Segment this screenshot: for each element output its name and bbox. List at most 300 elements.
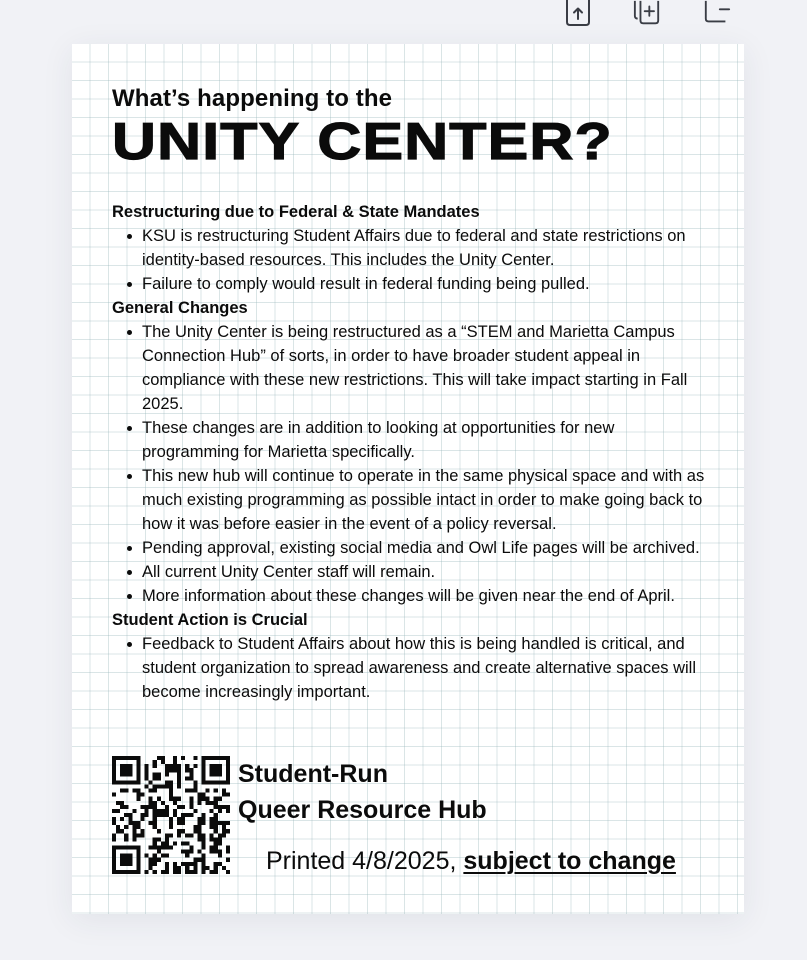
qr-module <box>214 825 218 829</box>
qr-module <box>136 821 140 825</box>
qr-module <box>153 854 157 858</box>
qr-module <box>226 829 230 833</box>
qr-module <box>153 841 157 845</box>
qr-module <box>165 764 169 768</box>
qr-module <box>185 776 189 780</box>
qr-module <box>153 801 157 805</box>
qr-module <box>165 784 169 788</box>
qr-module <box>112 821 116 825</box>
qr-module <box>189 772 193 776</box>
qr-module <box>197 858 201 862</box>
qr-module <box>149 866 153 870</box>
subject-to-change-link[interactable]: subject to change <box>463 847 676 875</box>
qr-module <box>202 866 206 870</box>
qr-module <box>177 870 181 874</box>
qr-module <box>193 862 197 866</box>
qr-module <box>193 825 197 829</box>
qr-module <box>132 780 136 784</box>
qr-module <box>128 764 132 768</box>
qr-module <box>169 793 173 797</box>
qr-module <box>226 793 230 797</box>
qr-module <box>202 837 206 841</box>
qr-module <box>153 772 157 776</box>
qr-module <box>153 805 157 809</box>
qr-module <box>153 760 157 764</box>
qr-module <box>120 772 124 776</box>
qr-module <box>226 821 230 825</box>
qr-module <box>169 846 173 850</box>
qr-module <box>214 841 218 845</box>
printed-date-notice <box>266 844 676 878</box>
qr-module <box>169 784 173 788</box>
qr-module <box>210 768 214 772</box>
qr-module <box>181 862 185 866</box>
qr-module <box>177 797 181 801</box>
qr-module <box>214 768 218 772</box>
qr-module <box>197 850 201 854</box>
qr-module <box>173 768 177 772</box>
qr-module <box>149 780 153 784</box>
qr-module <box>218 764 222 768</box>
qr-module <box>181 850 185 854</box>
qr-module <box>116 756 120 760</box>
qr-module <box>112 858 116 862</box>
qr-module <box>181 829 185 833</box>
qr-module <box>173 870 177 874</box>
qr-module <box>165 837 169 841</box>
qr-module <box>177 829 181 833</box>
qr-module <box>165 870 169 874</box>
qr-module <box>177 780 181 784</box>
qr-module <box>189 776 193 780</box>
qr-module <box>193 829 197 833</box>
qr-module <box>157 772 161 776</box>
bullet-list <box>112 224 712 296</box>
qr-module <box>169 821 173 825</box>
flyer-page <box>72 44 744 914</box>
qr-module <box>153 825 157 829</box>
qr-module <box>222 821 226 825</box>
qr-module <box>165 780 169 784</box>
qr-module <box>218 862 222 866</box>
qr-module <box>132 821 136 825</box>
qr-module <box>124 764 128 768</box>
qr-module <box>153 837 157 841</box>
qr-module <box>128 780 132 784</box>
qr-module <box>173 841 177 845</box>
qr-module <box>124 805 128 809</box>
qr-module <box>189 850 193 854</box>
bullet-item: All current Unity Center staff will remain. <box>142 560 712 584</box>
qr-module <box>132 870 136 874</box>
qr-module <box>189 797 193 801</box>
qr-module <box>124 813 128 817</box>
qr-module <box>222 866 226 870</box>
qr-module <box>210 821 214 825</box>
qr-module <box>210 780 214 784</box>
qr-module <box>214 797 218 801</box>
qr-module <box>112 756 116 760</box>
qr-module <box>140 817 144 821</box>
qr-module <box>193 764 197 768</box>
qr-module <box>136 756 140 760</box>
qr-module <box>153 813 157 817</box>
upload-icon[interactable] <box>564 0 592 26</box>
qr-module <box>149 862 153 866</box>
section-heading: Restructuring due to Federal & State Mandates <box>112 203 480 221</box>
qr-module <box>124 833 128 837</box>
qr-module <box>214 801 218 805</box>
qr-module <box>185 850 189 854</box>
qr-module <box>165 809 169 813</box>
duplicate-icon[interactable] <box>633 0 661 26</box>
qr-module <box>153 817 157 821</box>
qr-module <box>202 776 206 780</box>
qr-module <box>112 870 116 874</box>
qr-module <box>140 833 144 837</box>
qr-module <box>197 833 201 837</box>
qr-module <box>165 805 169 809</box>
qr-module <box>177 821 181 825</box>
flyer-content <box>112 84 712 704</box>
qr-module <box>161 809 165 813</box>
qr-module <box>218 756 222 760</box>
qr-module <box>153 764 157 768</box>
qr-module <box>120 805 124 809</box>
qr-module <box>177 817 181 821</box>
qr-module <box>153 776 157 780</box>
qr-module <box>136 760 140 764</box>
qr-module <box>214 772 218 776</box>
qr-module <box>161 784 165 788</box>
qr-module <box>226 768 230 772</box>
qr-module <box>161 801 165 805</box>
bullet-item: Pending approval, existing social media and Owl Life pages will be archived. <box>142 536 712 560</box>
qr-module <box>169 768 173 772</box>
title-line-2: UNITY CENTER? <box>112 113 613 171</box>
hub-name-line-2: Queer Resource Hub <box>238 796 487 824</box>
qr-module <box>177 764 181 768</box>
qr-module <box>177 805 181 809</box>
qr-module <box>145 776 149 780</box>
qr-module <box>120 780 124 784</box>
qr-module <box>185 813 189 817</box>
qr-module <box>222 833 226 837</box>
qr-module <box>218 797 222 801</box>
qr-module <box>116 829 120 833</box>
add-page-icon[interactable] <box>703 0 731 26</box>
qr-module <box>140 829 144 833</box>
qr-module <box>132 809 136 813</box>
qr-module <box>116 846 120 850</box>
qr-module <box>153 870 157 874</box>
qr-module <box>177 768 181 772</box>
qr-module <box>214 846 218 850</box>
qr-module <box>197 797 201 801</box>
qr-module <box>128 821 132 825</box>
qr-module <box>112 854 116 858</box>
qr-module <box>112 817 116 821</box>
qr-module <box>181 805 185 809</box>
qr-module <box>165 866 169 870</box>
qr-module <box>177 866 181 870</box>
qr-module <box>116 870 120 874</box>
qr-module <box>218 854 222 858</box>
qr-module <box>128 772 132 776</box>
qr-module <box>136 850 140 854</box>
title-line-1: What’s happening to the <box>112 85 393 112</box>
qr-module <box>181 841 185 845</box>
qr-module <box>157 756 161 760</box>
qr-module <box>210 817 214 821</box>
qr-module <box>153 846 157 850</box>
qr-module <box>218 850 222 854</box>
qr-module <box>120 846 124 850</box>
qr-module <box>214 850 218 854</box>
qr-module <box>193 756 197 760</box>
qr-module <box>181 817 185 821</box>
qr-module <box>202 854 206 858</box>
qr-module <box>169 780 173 784</box>
qr-module <box>112 776 116 780</box>
qr-module <box>185 866 189 870</box>
qr-module <box>116 809 120 813</box>
qr-module <box>173 809 177 813</box>
qr-module <box>206 797 210 801</box>
qr-module <box>124 756 128 760</box>
qr-module <box>210 756 214 760</box>
qr-module <box>226 776 230 780</box>
qr-module <box>132 837 136 841</box>
qr-module <box>165 768 169 772</box>
qr-module <box>206 866 210 870</box>
qr-module <box>149 821 153 825</box>
qr-module <box>222 793 226 797</box>
qr-module <box>165 833 169 837</box>
qr-module <box>120 854 124 858</box>
qr-module <box>161 854 165 858</box>
qr-module <box>140 805 144 809</box>
qr-module <box>128 817 132 821</box>
qr-module <box>112 866 116 870</box>
qr-module <box>136 825 140 829</box>
qr-module <box>165 862 169 866</box>
qr-module <box>185 833 189 837</box>
qr-module <box>193 866 197 870</box>
qr-module <box>218 833 222 837</box>
qr-module <box>202 768 206 772</box>
qr-module <box>120 817 124 821</box>
qr-module <box>140 793 144 797</box>
qr-module <box>210 870 214 874</box>
qr-module <box>197 793 201 797</box>
qr-module <box>214 764 218 768</box>
qr-module <box>112 850 116 854</box>
bullet-item: Failure to comply would result in federal funding being pulled. <box>142 272 712 296</box>
qr-module <box>149 797 153 801</box>
qr-module <box>128 768 132 772</box>
qr-module <box>120 862 124 866</box>
qr-module <box>157 858 161 862</box>
qr-module <box>116 780 120 784</box>
qr-module <box>120 756 124 760</box>
qr-module <box>210 764 214 768</box>
qr-module <box>202 797 206 801</box>
qr-module <box>185 768 189 772</box>
qr-module <box>202 817 206 821</box>
qr-module <box>161 870 165 874</box>
qr-module <box>222 789 226 793</box>
bullet-list <box>112 320 712 608</box>
qr-module <box>124 870 128 874</box>
qr-module <box>136 797 140 801</box>
qr-module <box>193 789 197 793</box>
qr-module <box>145 805 149 809</box>
qr-module <box>197 821 201 825</box>
qr-module <box>157 837 161 841</box>
qr-module <box>165 841 169 845</box>
qr-module <box>136 858 140 862</box>
qr-module <box>226 846 230 850</box>
qr-module <box>145 764 149 768</box>
qr-module <box>189 862 193 866</box>
qr-module <box>189 768 193 772</box>
qr-module <box>189 870 193 874</box>
qr-module <box>189 813 193 817</box>
qr-module <box>185 870 189 874</box>
qr-module <box>218 772 222 776</box>
printed-date: Printed 4/8/2025, <box>266 847 464 875</box>
qr-module <box>222 756 226 760</box>
bullet-item: This new hub will continue to operate in the same physical space and with as much existing programming as possible intact in order to make going back to how it was before easier in the event of a policy reversal. <box>142 464 712 536</box>
qr-module <box>136 854 140 858</box>
qr-module <box>173 801 177 805</box>
qr-module <box>214 813 218 817</box>
qr-module <box>202 862 206 866</box>
qr-module <box>157 846 161 850</box>
qr-module <box>185 764 189 768</box>
qr-module <box>153 809 157 813</box>
qr-module <box>124 780 128 784</box>
qr-module <box>197 829 201 833</box>
qr-module <box>165 772 169 776</box>
sections <box>112 200 712 704</box>
qr-module <box>112 780 116 784</box>
qr-module <box>210 809 214 813</box>
qr-module <box>206 801 210 805</box>
qr-module <box>193 870 197 874</box>
section-heading: Student Action is Crucial <box>112 611 308 629</box>
qr-module <box>145 870 149 874</box>
qr-module <box>210 825 214 829</box>
qr-module <box>226 772 230 776</box>
qr-module <box>202 813 206 817</box>
qr-module <box>120 801 124 805</box>
qr-module <box>202 764 206 768</box>
qr-module <box>222 829 226 833</box>
qr-module <box>226 780 230 784</box>
qr-module <box>177 833 181 837</box>
qr-module <box>185 854 189 858</box>
qr-module <box>157 809 161 813</box>
qr-module <box>173 760 177 764</box>
bullet-list <box>112 632 712 704</box>
qr-module <box>128 756 132 760</box>
qr-module <box>157 813 161 817</box>
qr-module <box>214 756 218 760</box>
qr-module <box>124 789 128 793</box>
qr-module <box>124 846 128 850</box>
qr-module <box>185 789 189 793</box>
qr-module <box>214 780 218 784</box>
qr-module <box>202 756 206 760</box>
qr-module <box>169 764 173 768</box>
qr-module <box>165 813 169 817</box>
bullet-item: Feedback to Student Affairs about how this is being handled is critical, and student organization to spread awareness and create alternative spaces will become increasingly important. <box>142 632 712 704</box>
qr-module <box>173 866 177 870</box>
qr-module <box>218 821 222 825</box>
qr-module <box>161 756 165 760</box>
qr-module <box>161 760 165 764</box>
qr-module <box>136 780 140 784</box>
qr-module <box>112 760 116 764</box>
qr-module <box>206 756 210 760</box>
qr-module <box>214 821 218 825</box>
qr-module <box>189 833 193 837</box>
qr-module <box>132 789 136 793</box>
qr-module <box>177 776 181 780</box>
qr-module <box>157 850 161 854</box>
qr-module <box>112 764 116 768</box>
qr-module <box>222 805 226 809</box>
qr-module <box>149 858 153 862</box>
qr-module <box>226 756 230 760</box>
qr-module <box>128 846 132 850</box>
qr-module <box>197 817 201 821</box>
qr-module <box>149 789 153 793</box>
qr-module <box>202 772 206 776</box>
qr-module <box>202 858 206 862</box>
qr-module <box>202 841 206 845</box>
qr-module <box>214 862 218 866</box>
qr-module <box>181 821 185 825</box>
qr-module <box>128 854 132 858</box>
qr-module <box>214 870 218 874</box>
qr-module <box>149 801 153 805</box>
qr-module <box>161 846 165 850</box>
qr-module <box>173 756 177 760</box>
qr-module <box>202 870 206 874</box>
qr-module <box>128 813 132 817</box>
qr-module <box>206 780 210 784</box>
qr-module <box>173 797 177 801</box>
qr-module <box>132 833 136 837</box>
qr-module <box>136 793 140 797</box>
qr-module <box>157 784 161 788</box>
qr-module <box>226 809 230 813</box>
qr-module <box>153 862 157 866</box>
section-heading: General Changes <box>112 299 248 317</box>
qr-module <box>145 813 149 817</box>
qr-module <box>210 833 214 837</box>
qr-module <box>173 813 177 817</box>
bullet-item: More information about these changes will be given near the end of April. <box>142 584 712 608</box>
qr-module <box>145 854 149 858</box>
qr-module <box>193 858 197 862</box>
qr-module <box>197 837 201 841</box>
qr-module <box>136 764 140 768</box>
qr-module <box>149 805 153 809</box>
